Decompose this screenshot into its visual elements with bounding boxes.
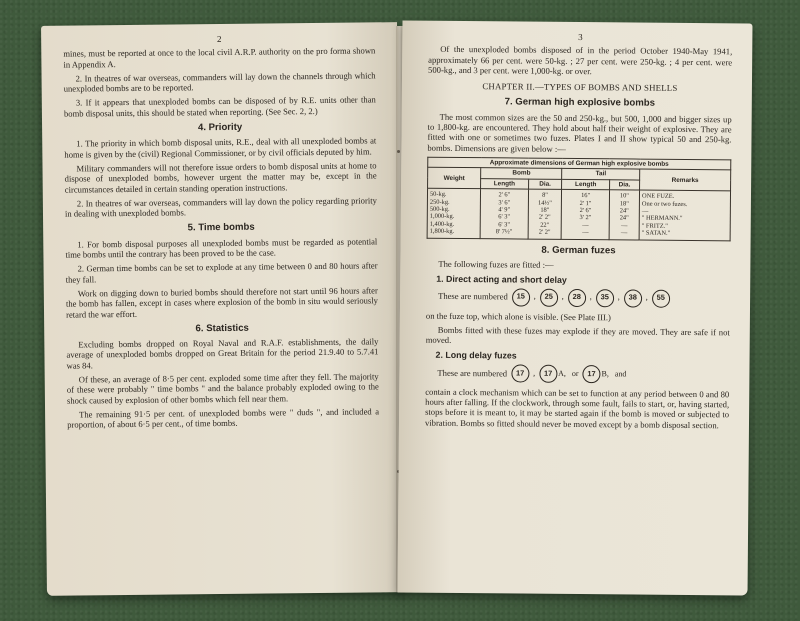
table-cell: 2' 6" (498, 191, 511, 199)
fuze-number-circle: 17 (582, 365, 600, 383)
table-cell: 10" (619, 192, 629, 200)
paragraph-fuze-top: on the fuze top, which alone is visible. (See Plate III.) (425, 310, 611, 322)
table-cell: " SATAN." (641, 229, 671, 238)
paragraph-reporting: mines, must be reported at once to the local civil A.R.P. authority on the pro forma shown in Appendix A. (63, 45, 376, 70)
section-heading-statistics: 6. Statistics (195, 322, 249, 335)
paragraph-overseas-reporting: 2. In theatres of war overseas, commanders will lay down the channels through which unexploded bombs are to be reported. (63, 70, 376, 94)
separator: , (561, 292, 564, 302)
paragraph-fuze-safety: Bombs fitted with these fuzes may explode if they are moved. They are safe if not moved. (425, 324, 730, 346)
section-heading-fuzes: 8. German fuzes (541, 244, 616, 256)
column-bomb-dia (528, 189, 562, 239)
right-page (398, 20, 753, 595)
table-row (427, 188, 730, 240)
column-tail-dia (609, 190, 640, 240)
fuze-lead-text: These are numbered (438, 291, 508, 302)
bomb-dimensions-table (427, 157, 732, 241)
column-tail-length (562, 190, 610, 240)
table-cell: One or two fuzes. (641, 200, 688, 208)
table-cell: 500-kg. (429, 205, 450, 213)
paragraph-time-bombs-digging: Work on digging down to buried bombs should therefore not start until 96 hours after the bomb has fallen, except in cases where explosion of the bomb in situ would seriously retard the war effort. (65, 285, 378, 320)
page-number-right: 3 (578, 32, 583, 43)
paragraph-statistics-1: Excluding bombs dropped on Royal Naval and R.A.F. establishments, the daily average of unexploded bombs dropped on Great Britain for the period 21.9.40 to 5.7.41 was 84. (66, 336, 379, 371)
separator: , (645, 292, 648, 302)
table-cell: 1,400-kg. (429, 220, 455, 228)
fuze-suffix: B, (601, 368, 609, 378)
subheading-direct-acting: 1. Direct acting and short delay (436, 274, 567, 286)
table-cell: — (620, 229, 628, 237)
table-cell: 2' 1" (579, 199, 592, 207)
paragraph-statistics-3: The remaining 91·5 per cent. of unexploded bombs were " duds ", and included a proportion, of about 6·5 per cent., of time bombs. (67, 406, 380, 430)
fuze-number-circle: 25 (540, 288, 558, 306)
left-page-content (41, 22, 403, 596)
table-cell: — (641, 207, 649, 215)
separator: , (589, 292, 592, 302)
fuze-number-circle: 55 (652, 289, 670, 307)
paragraph-priority-2: 2. In theatres of war overseas, commanders will lay down the policy regarding priority in dealing with unexploded bombs. (64, 195, 377, 219)
subheading-long-delay: 2. Long delay fuzes (435, 350, 517, 361)
separator: , (617, 292, 620, 302)
fuze-or-text: or (571, 368, 579, 378)
table-cell: — (620, 222, 628, 230)
fuze-number-circle: 28 (568, 288, 586, 306)
header-tail: Tail (562, 169, 640, 180)
table-cell: 2' 6" (579, 207, 592, 215)
right-page-content (398, 20, 753, 595)
fuze-number-circle: 17 (539, 364, 557, 382)
page-number-left: 2 (216, 33, 222, 45)
paragraph-statistics-2: Of these, an average of 8·5 per cent. exploded some time after they fell. The majority of these were probably " time bombs " and the balance probably exploded owing to the shock caused by explosion of other bombs which fell near them. (66, 371, 379, 406)
header-remarks: Remarks (640, 169, 731, 191)
table-cell: 3' 2" (579, 214, 592, 222)
fuze-numbers-long-delay (437, 364, 729, 385)
table-cell: — (582, 221, 589, 229)
separator: , (533, 291, 536, 302)
table-cell: 2' 2" (538, 214, 551, 222)
section-heading-he-bombs: 7. German high explosive bombs (504, 96, 656, 110)
fuze-suffix: A, (558, 368, 566, 378)
table-cell: 24" (619, 214, 629, 222)
table-caption: Approximate dimensions of German high explosive bombs (428, 157, 731, 170)
table-cell: 8" (542, 191, 548, 199)
fuze-number-circle: 38 (624, 289, 642, 307)
table-cell: 50-kg. (429, 190, 447, 199)
fuze-number-circle: 35 (596, 289, 614, 307)
left-page (41, 22, 403, 596)
section-heading-priority: 4. Priority (197, 121, 243, 134)
fuze-and-text: and (614, 368, 627, 378)
header-bomb-dia: Dia. (528, 179, 562, 190)
header-tail-length: Length (562, 179, 610, 190)
separator: , (533, 368, 536, 378)
paragraph-priority-military: Military commanders will not therefore issue orders to bomb disposal units at home to dispose of unexploded bombs, however urgent the matter may be, except in the circumstances detailed in certain standing operation instructions. (64, 160, 377, 195)
table-cell: 4' 9" (498, 206, 511, 214)
table-cell: 8' 7½" (495, 228, 513, 236)
paragraph-fuzes-intro: The following fuzes are fitted :— (438, 258, 554, 270)
table-cell: 18" (619, 199, 629, 208)
staple-hole (397, 150, 400, 153)
table-cell: 250-kg. (429, 198, 450, 206)
table-cell: 6' 3" (498, 213, 511, 221)
fuze-lead-text: These are numbered (437, 367, 508, 378)
column-bomb-length (480, 189, 528, 239)
paragraph-disposal-stats: Of the unexploded bombs disposed of in the period October 1940-May 1941, approximately 66 per cent. were 50-kg. ; 27 per cent. were 250-kg. ; 4 per cent. were 500-kg., and 3 per cent. were 1,000-kg. or over. (428, 44, 733, 77)
header-bomb-length: Length (481, 178, 529, 189)
table-cell: 3' 6" (498, 198, 511, 207)
column-weight (427, 188, 481, 238)
table-cell: 2' 2" (538, 228, 551, 237)
column-remarks (639, 190, 730, 240)
table-cell: 1,000-kg. (429, 213, 455, 221)
table-cell: 6' 3" (498, 221, 510, 229)
section-heading-time-bombs: 5. Time bombs (187, 222, 255, 234)
table-cell: ONE FUZE. (641, 192, 675, 201)
table-cell: 18" (540, 206, 550, 214)
table-cell: — (582, 229, 589, 237)
table-cell: 16" (581, 192, 591, 200)
chapter-heading: CHAPTER II.—TYPES OF BOMBS AND SHELLS (482, 81, 678, 94)
table-cell: 1,800-kg. (429, 227, 455, 236)
paragraph-he-bombs: The most common sizes are the 50 and 250-kg., but 500, 1,000 and bigger sizes up to 1,800-kg. are encountered. They hold about half their weight of explosive. They are fitted with one or sometimes two fuzes. Plates I and II show typical 50 and 250-kg. bombs. Dimensions are given below :— (427, 111, 732, 154)
header-tail-dia: Dia. (609, 180, 639, 191)
fuze-numbers-direct (438, 287, 730, 308)
table-cell: 24" (619, 207, 629, 215)
table-cell: 14½" (537, 199, 552, 207)
paragraph-time-bombs-1: 1. For bomb disposal purposes all unexploded bombs must be regarded as potential time bombs until the contrary has been proved to be the case. (65, 236, 378, 260)
header-bomb: Bomb (481, 168, 562, 179)
fuze-number-circle: 17 (511, 364, 529, 382)
paragraph-priority-1: 1. The priority in which bomb disposal units, R.E., deal with all unexploded bombs at home is given by the (civil) Regional Commissioner, or by civil officials deputed by him. (64, 135, 377, 160)
table-cell: 22" (540, 221, 550, 229)
header-weight: Weight (428, 168, 481, 189)
paragraph-re-units: 3. If it appears that unexploded bombs can be disposed of by R.E. units other than bomb disposal units, this should be stated when reporting. (See Sec. 2, 2.) (63, 94, 376, 119)
table-cell: " HERMANN." (641, 214, 683, 223)
table-cell: " FRITZ." (641, 222, 668, 230)
paragraph-time-bombs-2: 2. German time bombs can be set to explode at any time between 0 and 80 hours after they fall. (65, 260, 378, 285)
paragraph-clock-mechanism: contain a clock mechanism which can be set to function at any period between 0 and 80 hours after falling. If the clockwork, through some fault, fails to start, or, having started, stops before it is meant to, it may be started again if the bomb is moved or subjected to vibration. Bombs so fitted should never be moved except by a bomb disposal section. (424, 386, 730, 430)
fuze-number-circle: 15 (512, 288, 530, 306)
